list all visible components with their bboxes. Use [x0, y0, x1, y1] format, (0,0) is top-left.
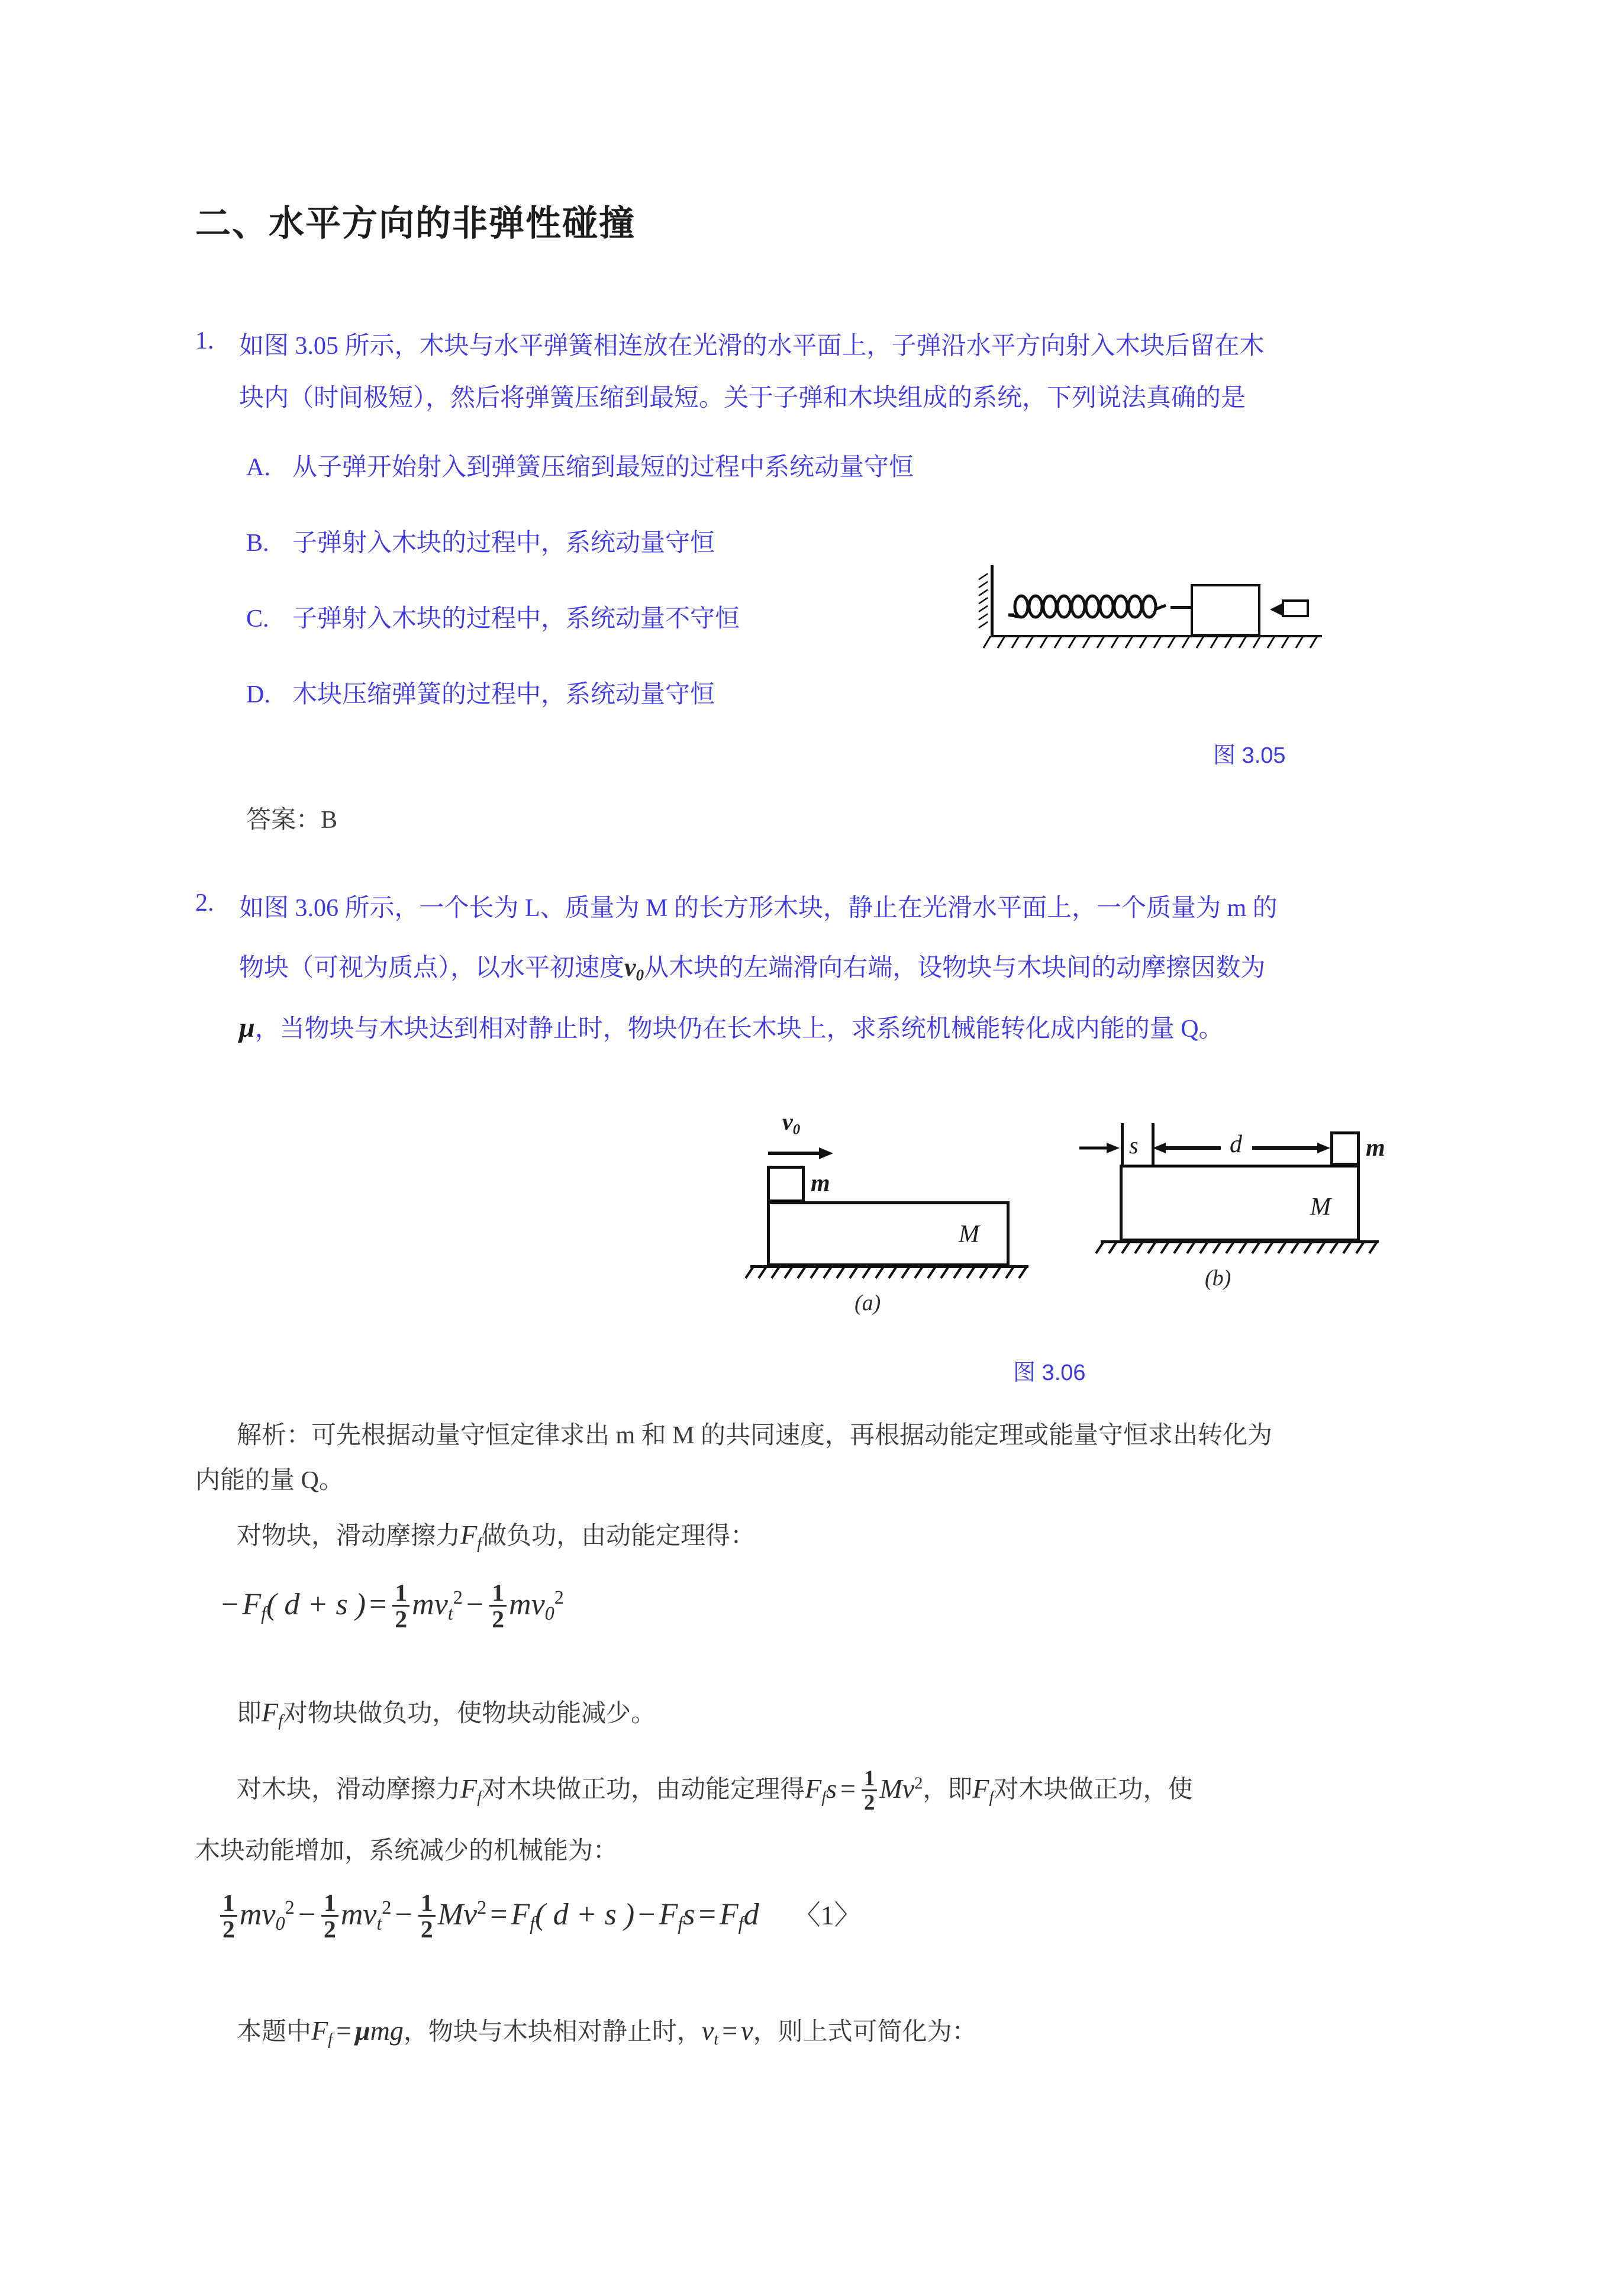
question-1-number: 1. — [195, 327, 214, 354]
Ff-sub-2: f — [278, 1711, 283, 1730]
eq2-t2-sup: 2 — [382, 1897, 392, 1918]
v0-symbol: v — [624, 953, 636, 982]
eq2-r2-s: s — [683, 1897, 695, 1931]
panel-b-s-label: s — [1129, 1132, 1139, 1159]
panel-a-v0-label — [782, 1108, 800, 1138]
eq2-f2-num: 1 — [324, 1889, 336, 1916]
last-F-sub: f — [328, 2030, 333, 2049]
panel-a-v-symbol: v — [782, 1108, 793, 1135]
eq2-t2-sub: t — [376, 1912, 382, 1934]
eq1-frac-1 — [392, 1580, 409, 1632]
v0-subscript: 0 — [636, 966, 644, 984]
sol-blk-b: 做负功，由动能定理得： — [482, 1523, 756, 1550]
wall-hatching-icon — [972, 566, 992, 636]
spring-connector — [1170, 606, 1193, 609]
equation-2 — [218, 1891, 862, 1943]
eq1-frac-2 — [489, 1580, 507, 1632]
Ff-sub-1: f — [477, 1534, 482, 1553]
eq1-f1-num: 1 — [395, 1579, 408, 1606]
eq2-r3-F: F — [719, 1897, 739, 1931]
option-d-text: 木块压缩弹簧的过程中，系统动量守恒 — [292, 681, 715, 708]
option-c-text: 子弹射入木块的过程中，系统动量不守恒 — [292, 605, 740, 633]
para2-b: 对木块做正功，由动能定理得 — [482, 1776, 805, 1804]
question-1-stem-line-2: 块内（时间极短），然后将弹簧压缩到最短。关于子弹和木块组成的系统，下列说法真确的是 — [239, 385, 1246, 412]
ineq-F: F — [805, 1773, 822, 1804]
eq2-r1-F-sub: f — [530, 1912, 536, 1934]
question-2-stem-line-2 — [239, 946, 1428, 997]
ineq-frac — [862, 1767, 877, 1813]
eq1-t1-sub: t — [447, 1602, 453, 1624]
q2-l2-part-a: 物块（可视为质点），以水平初速度 — [239, 954, 625, 982]
eq1-F: F — [242, 1587, 262, 1621]
Ff-F-2: F — [262, 1697, 279, 1727]
eq1-t2-body: mv — [509, 1587, 545, 1621]
ineq-body: Mv — [879, 1773, 915, 1804]
solution-last-line — [237, 2008, 977, 2062]
friction-force-symbol-4 — [972, 1773, 994, 1807]
equation-2-tag: 〈1〉 — [793, 1900, 862, 1930]
eq1-equals: = — [369, 1587, 387, 1621]
eq2-f1-num: 1 — [222, 1889, 235, 1916]
q2-l3-text: ，当物块与木块达到相对静止时，物块仍在长木块上，求系统机械能转化成内能的量 Q。 — [254, 1015, 1224, 1043]
eq2-equals-2: = — [698, 1897, 716, 1931]
Ff-sub-3: f — [477, 1788, 482, 1807]
eq1-minus: − — [466, 1587, 484, 1621]
ground-hatching-icon — [991, 636, 1322, 652]
sol-blk-a: 对物块，滑动摩擦力 — [237, 1523, 461, 1550]
option-a-label: A. — [246, 454, 270, 481]
eq1-t1-sup: 2 — [453, 1586, 463, 1608]
question-2-stem-line-1: 如图 3.06 所示，一个长为 L、质量为 M 的长方形木块，静止在光滑水平面上，一个质量为 m 的 — [239, 895, 1278, 922]
ineq-s: s — [826, 1773, 837, 1804]
option-b-text: 子弹射入木块的过程中，系统动量守恒 — [292, 530, 715, 557]
eq1-F-sub: f — [261, 1602, 267, 1624]
eq2-minus-1: − — [298, 1897, 316, 1931]
figure-3-06-caption: 图 3.06 — [1013, 1360, 1086, 1385]
eq2-r3-F-sub: f — [738, 1912, 744, 1934]
figure-3-06-panel-a — [739, 1108, 1046, 1315]
panel-a-caption: (a) — [854, 1291, 881, 1315]
question-2-number: 2. — [195, 889, 214, 917]
spring-icon — [1008, 591, 1173, 624]
para2-a: 对木块，滑动摩擦力 — [237, 1776, 461, 1804]
solution-line-2: 内能的量 Q。 — [195, 1467, 344, 1494]
panel-a-small-block — [767, 1166, 805, 1202]
last-b: ，物块与木块相对静止时， — [403, 2018, 702, 2046]
option-d[interactable] — [246, 675, 715, 710]
panel-b-m-label: m — [1366, 1134, 1385, 1162]
eq1-t2-sup: 2 — [554, 1586, 564, 1608]
friction-force-symbol-3 — [460, 1773, 482, 1807]
eq2-r1-paren: ( d + s ) — [535, 1897, 635, 1931]
figure-3-06-panel-b — [1083, 1112, 1391, 1291]
figure-3-05-caption: 图 3.05 — [1213, 743, 1286, 768]
eq2-r2-F-sub: f — [678, 1912, 683, 1934]
last-vt-expression — [701, 2016, 753, 2049]
option-b[interactable] — [246, 523, 715, 559]
panel-b-caption: (b) — [1205, 1266, 1231, 1291]
last-c: ，则上式可简化为： — [753, 2018, 977, 2046]
option-d-label: D. — [246, 681, 270, 708]
eq2-t3-body: Mv — [437, 1897, 478, 1931]
question-2-stem-line-3 — [239, 1006, 1428, 1051]
eq2-minus-3: − — [638, 1897, 656, 1931]
last-mg: mg — [370, 2016, 404, 2046]
panel-b-s-arrow-icon — [1079, 1141, 1127, 1155]
question-1-answer: 答案：B — [246, 807, 338, 834]
ineq-f-den: 2 — [862, 1789, 877, 1814]
last-vt-sub: t — [714, 2030, 719, 2049]
eq2-frac-3 — [418, 1890, 436, 1942]
para2-d: 对木块做正功，使 — [994, 1776, 1193, 1804]
eq1-f2-den: 2 — [489, 1605, 507, 1631]
eq2-f3-den: 2 — [418, 1915, 436, 1942]
eq2-r2-F: F — [659, 1897, 678, 1931]
option-c-label: C. — [246, 605, 269, 633]
velocity-v0-inline — [624, 953, 644, 982]
Ff-F-4: F — [972, 1773, 989, 1804]
mu-symbol: μ — [239, 1012, 255, 1043]
Ff-sub-4: f — [989, 1788, 994, 1807]
friction-force-symbol-1 — [460, 1520, 482, 1553]
eq1-t2-sub: 0 — [544, 1602, 554, 1624]
eq2-f1-den: 2 — [220, 1915, 237, 1942]
eq2-r3-d: d — [743, 1897, 759, 1931]
solution-wood-paragraph-line-2: 木块动能增加，系统减少的机械能为： — [195, 1837, 618, 1865]
solution-wood-paragraph — [237, 1761, 1192, 1820]
last-mu: μ — [355, 2016, 370, 2046]
q2-l2-part-b: 从木块的左端滑向右端，设物块与木块间的动摩擦因数为 — [644, 954, 1266, 982]
eq2-t1-body: mv — [239, 1897, 276, 1931]
eq1-neg: − — [221, 1587, 239, 1621]
last-Ff-expression — [311, 2016, 404, 2049]
page-title: 二、水平方向的非弹性碰撞 — [195, 203, 636, 244]
last-equals-2: = — [722, 2016, 738, 2046]
last-v: v — [741, 2016, 753, 2046]
option-b-label: B. — [246, 530, 269, 557]
eq2-r1-F: F — [511, 1897, 530, 1931]
panel-b-M-label: M — [1310, 1194, 1331, 1221]
eq2-t3-sup: 2 — [477, 1897, 487, 1918]
eq2-frac-1 — [220, 1890, 237, 1942]
solution-note-1 — [237, 1690, 656, 1744]
ineq-F-sub: f — [821, 1788, 827, 1807]
last-a: 本题中 — [237, 2018, 312, 2046]
last-F: F — [311, 2016, 328, 2046]
eq2-f3-num: 1 — [420, 1889, 433, 1916]
eq1-paren: ( d + s ) — [266, 1587, 366, 1621]
last-vt: v — [701, 2016, 714, 2046]
last-equals: = — [336, 2016, 352, 2046]
question-1-stem-line-1: 如图 3.05 所示，木块与水平弹簧相连放在光滑的水平面上，子弹沿水平方向射入木块后留在木 — [239, 333, 1265, 360]
ineq-sup: 2 — [914, 1774, 923, 1792]
panel-b-tick-left — [1121, 1123, 1124, 1167]
Ff-F-3: F — [460, 1773, 478, 1804]
note1-a: 即 — [237, 1700, 262, 1727]
panel-b-d-label: d — [1230, 1131, 1242, 1158]
eq1-f1-den: 2 — [392, 1605, 409, 1631]
panel-b-small-block — [1330, 1131, 1360, 1166]
note1-b: 对物块做负功，使物块动能减少。 — [283, 1700, 656, 1727]
para2-c: ，即 — [923, 1776, 973, 1804]
option-c[interactable] — [246, 599, 740, 634]
eq2-f2-den: 2 — [321, 1915, 338, 1942]
eq2-t1-sup: 2 — [285, 1897, 295, 1918]
eq2-t1-sub: 0 — [275, 1912, 285, 1934]
bullet-shape — [1282, 599, 1309, 617]
velocity-arrow-icon — [768, 1146, 833, 1161]
bullet-tip-icon — [1270, 603, 1283, 616]
ineq-f-num: 1 — [863, 1766, 875, 1791]
figure-3-05 — [982, 565, 1337, 672]
option-a[interactable] — [246, 447, 914, 483]
ineq-equals: = — [840, 1773, 856, 1804]
option-a-text: 从子弹开始射入到弹簧压缩到最短的过程中系统动量守恒 — [292, 454, 914, 481]
solution-line-1: 解析：可先根据动量守恒定律求出 m 和 M 的共同速度，再根据动能定理或能量守恒求出转化为 — [237, 1422, 1273, 1449]
Ff-F-1: F — [460, 1520, 478, 1550]
eq1-t1-body: mv — [412, 1587, 448, 1621]
inline-equation-FfS — [805, 1766, 923, 1814]
eq1-f2-num: 1 — [492, 1579, 505, 1606]
panel-b-ground-hatching-icon — [1101, 1243, 1379, 1257]
panel-a-M-label: M — [959, 1221, 979, 1248]
solution-block-paragraph — [237, 1513, 755, 1566]
eq2-frac-2 — [321, 1890, 338, 1942]
friction-force-symbol-2 — [262, 1697, 283, 1730]
panel-a-v-subscript: 0 — [792, 1121, 801, 1138]
panel-a-ground-hatching-icon — [750, 1268, 1028, 1282]
eq2-t2-body: mv — [340, 1897, 377, 1931]
eq2-equals-1: = — [490, 1897, 508, 1931]
panel-a-m-label: m — [811, 1170, 830, 1197]
wood-block-shape — [1191, 584, 1260, 636]
eq2-minus-2: − — [395, 1897, 412, 1931]
equation-1 — [218, 1581, 564, 1633]
